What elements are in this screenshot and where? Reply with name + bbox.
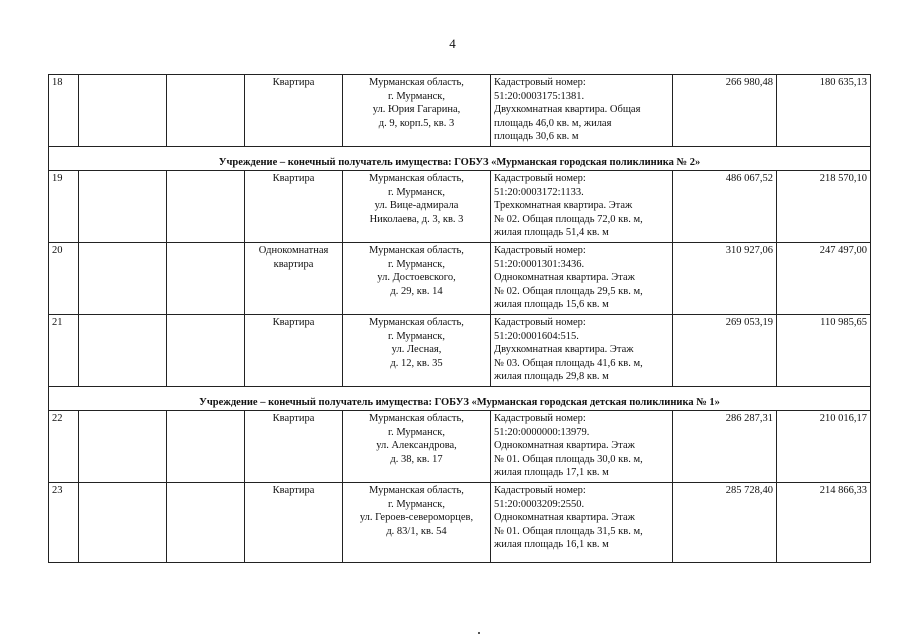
address-line: д. 9, корп.5, кв. 3 [378,117,455,129]
description-line: 51:20:0003209:2550. [494,498,585,510]
book-value: 486 067,52 [673,171,777,243]
property-type: Квартира [245,315,343,387]
address-line: ул. Вице-адмирала [374,200,459,211]
empty-cell [79,75,167,147]
property-type: Квартира [245,483,343,563]
empty-cell [79,243,167,315]
description-line: Кадастровый номер: [494,77,586,88]
address-line: ул. Юрия Гагарина, [372,104,461,115]
description-line: площадь 46,0 кв. м, жилая [494,117,612,129]
description-line: площадь 30,6 кв. м [494,131,579,142]
empty-cell [167,411,245,483]
property-type: Квартира [245,411,343,483]
row-number: 21 [49,315,79,387]
property-type: Квартира [245,171,343,243]
address-line: Мурманская область, [369,485,464,496]
section-header-row [49,387,871,411]
address-line: Мурманская область, [369,173,464,184]
address-line: ул. Александрова, [376,440,457,451]
description-line: № 01. Общая площадь 30,0 кв. м, [494,453,643,465]
page-number: 4 [449,36,456,51]
property-address [343,483,491,563]
description-line: Кадастровый номер: [494,173,586,184]
description-line: Кадастровый номер: [494,245,586,256]
row-number: 23 [49,483,79,563]
property-address [343,171,491,243]
address-line: ул. Героев-североморцев, [359,512,474,523]
address-line: г. Мурманск, [387,426,446,438]
residual-value: 247 497,00 [777,243,871,315]
address-line: Мурманская область, [369,77,464,88]
empty-cell [79,315,167,387]
description-line: Однокомнатная квартира. Этаж [494,512,635,523]
table-row [49,411,871,483]
description-line: жилая площадь 15,6 кв. м [494,299,609,310]
description-line: жилая площадь 29,8 кв. м [494,371,609,382]
property-description [491,483,673,563]
empty-cell [167,171,245,243]
scan-dot [478,632,480,634]
description-line: № 02. Общая площадь 29,5 кв. м, [494,285,643,297]
book-value: 269 053,19 [673,315,777,387]
table-body [49,75,871,563]
empty-cell [79,171,167,243]
book-value: 310 927,06 [673,243,777,315]
address-line: г. Мурманск, [387,90,446,102]
residual-value: 214 866,33 [777,483,871,563]
address-line: Мурманская область, [369,245,464,256]
address-line: Николаева, д. 3, кв. 3 [369,213,464,225]
address-line: г. Мурманск, [387,498,446,510]
address-line: д. 12, кв. 35 [390,357,443,369]
address-line: ул. Лесная, [391,344,442,355]
property-description [491,315,673,387]
empty-cell [167,483,245,563]
address-line: ул. Достоевского, [377,272,456,283]
description-line: № 02. Общая площадь 72,0 кв. м, [494,213,643,225]
address-line: д. 38, кв. 17 [390,453,443,465]
table-row [49,243,871,315]
residual-value: 218 570,10 [777,171,871,243]
row-number: 22 [49,411,79,483]
row-number: 20 [49,243,79,315]
description-line: № 03. Общая площадь 41,6 кв. м, [494,357,643,369]
description-line: 51:20:0001604:515. [494,330,579,342]
residual-value: 180 635,13 [777,75,871,147]
property-description [491,243,673,315]
description-line: Однокомнатная квартира. Этаж [494,440,635,451]
description-line: Однокомнатная квартира. Этаж [494,272,635,283]
property-description [491,411,673,483]
empty-cell [167,315,245,387]
description-line: 51:20:0003175:1381. [494,90,585,102]
address-line: г. Мурманск, [387,186,446,198]
address-line: Мурманская область, [369,317,464,328]
description-line: 51:20:0003172:1133. [494,186,584,198]
empty-cell [79,483,167,563]
section-title: Учреждение – конечный получатель имущества: ГОБУЗ «Мурманская городская детская поликлиника № 1» [49,387,871,411]
row-number: 19 [49,171,79,243]
address-line: д. 83/1, кв. 54 [386,525,447,537]
property-type: Однокомнатная квартира [245,243,343,315]
section-title: Учреждение – конечный получатель имущества: ГОБУЗ «Мурманская городская поликлиника № 2» [49,147,871,171]
description-line: 51:20:0001301:3436. [494,258,585,270]
empty-cell [167,243,245,315]
table-row [49,315,871,387]
book-value: 266 980,48 [673,75,777,147]
table-row [49,483,871,563]
description-line: Трехкомнатная квартира. Этаж [494,200,633,211]
description-line: жилая площадь 51,4 кв. м [494,227,609,238]
property-description [491,75,673,147]
residual-value: 210 016,17 [777,411,871,483]
description-line: Кадастровый номер: [494,317,586,328]
description-line: 51:20:0000000:13979. [494,426,590,438]
address-line: г. Мурманск, [387,330,446,342]
property-address [343,411,491,483]
property-table [48,74,871,563]
description-line: Двухкомнатная квартира. Общая [494,104,641,115]
description-line: Кадастровый номер: [494,413,586,424]
empty-cell [79,411,167,483]
row-number: 18 [49,75,79,147]
property-description [491,171,673,243]
property-address [343,315,491,387]
table-row [49,171,871,243]
property-address [343,75,491,147]
book-value: 285 728,40 [673,483,777,563]
property-type: Квартира [245,75,343,147]
section-header-row [49,147,871,171]
address-line: г. Мурманск, [387,258,446,270]
table-row [49,75,871,147]
description-line: жилая площадь 16,1 кв. м [494,539,609,550]
property-address [343,243,491,315]
empty-cell [167,75,245,147]
description-line: Кадастровый номер: [494,485,586,496]
address-line: Мурманская область, [369,413,464,424]
description-line: жилая площадь 17,1 кв. м [494,467,609,478]
address-line: д. 29, кв. 14 [390,285,443,297]
description-line: Двухкомнатная квартира. Этаж [494,344,634,355]
book-value: 286 287,31 [673,411,777,483]
description-line: № 01. Общая площадь 31,5 кв. м, [494,525,643,537]
residual-value: 110 985,65 [777,315,871,387]
